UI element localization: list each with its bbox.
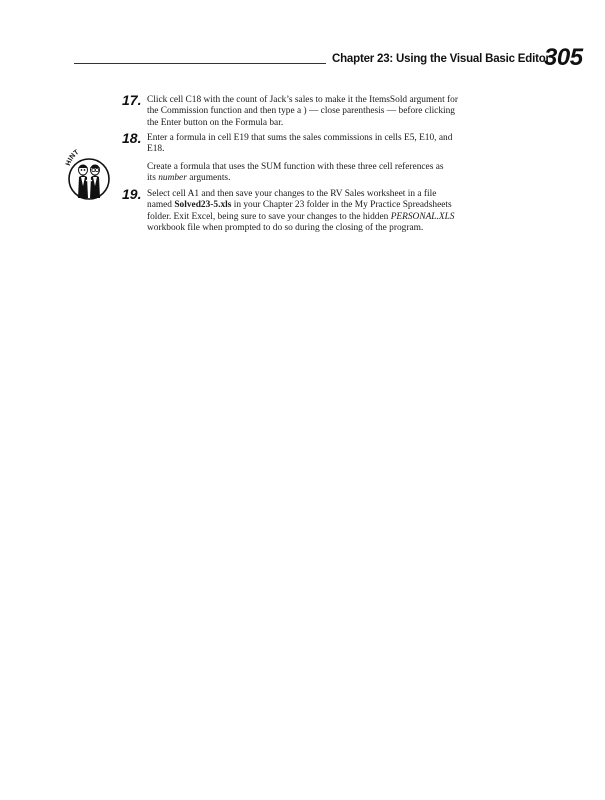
step-line: [147, 212, 517, 223]
hint-line-text: arguments.: [186, 173, 231, 184]
step-number: 18.: [122, 130, 142, 146]
step-line: E18.: [147, 144, 165, 155]
step-line: [147, 200, 517, 211]
step-number: 17.: [122, 92, 142, 108]
hint-label: HINT: [65, 148, 81, 167]
step-line-text: named: [147, 200, 175, 211]
hint-line: Create a formula that uses the SUM function with these three cell references as: [147, 162, 444, 172]
step-line: Enter a formula in cell E19 that sums the sales commissions in cells E5, E10, and: [147, 133, 453, 143]
file-name: Solved23-5.xls: [174, 200, 232, 211]
page-header: [0, 44, 605, 84]
chapter-title: Chapter 23: Using the Visual Basic Editor: [332, 53, 550, 65]
hint-line-text: its: [147, 173, 159, 184]
step-line: Select cell A1 and then save your changes to the RV Sales worksheet in a file: [147, 189, 437, 199]
personal-xls-name: PERSONAL.XLS: [390, 211, 455, 222]
step-line-text: in your Chapter 23 folder in the My Practice Spreadsheets: [231, 200, 452, 211]
step-line: the Commission function and then type a ) — close parenthesis — before clicking: [147, 106, 455, 117]
page-number: 305: [544, 44, 583, 71]
step-text: [147, 133, 517, 156]
step-line-text: folder. Exit Excel, being sure to save your changes to the hidden: [147, 211, 391, 222]
hint-emphasis: number: [158, 173, 187, 184]
header-rule: [74, 63, 326, 64]
hint-line: [147, 173, 517, 184]
step-number: 19.: [122, 186, 142, 202]
hint-icon: [64, 146, 114, 202]
step-line: workbook file when prompted to do so during the closing of the program.: [147, 222, 424, 233]
step-text: [147, 189, 517, 234]
step-text: [147, 95, 517, 129]
hint-paragraph: [147, 162, 517, 185]
step-line: Click cell C18 with the count of Jack’s sales to make it the ItemsSold argument for: [147, 95, 458, 105]
step-line: the Enter button on the Formula bar.: [147, 117, 284, 128]
